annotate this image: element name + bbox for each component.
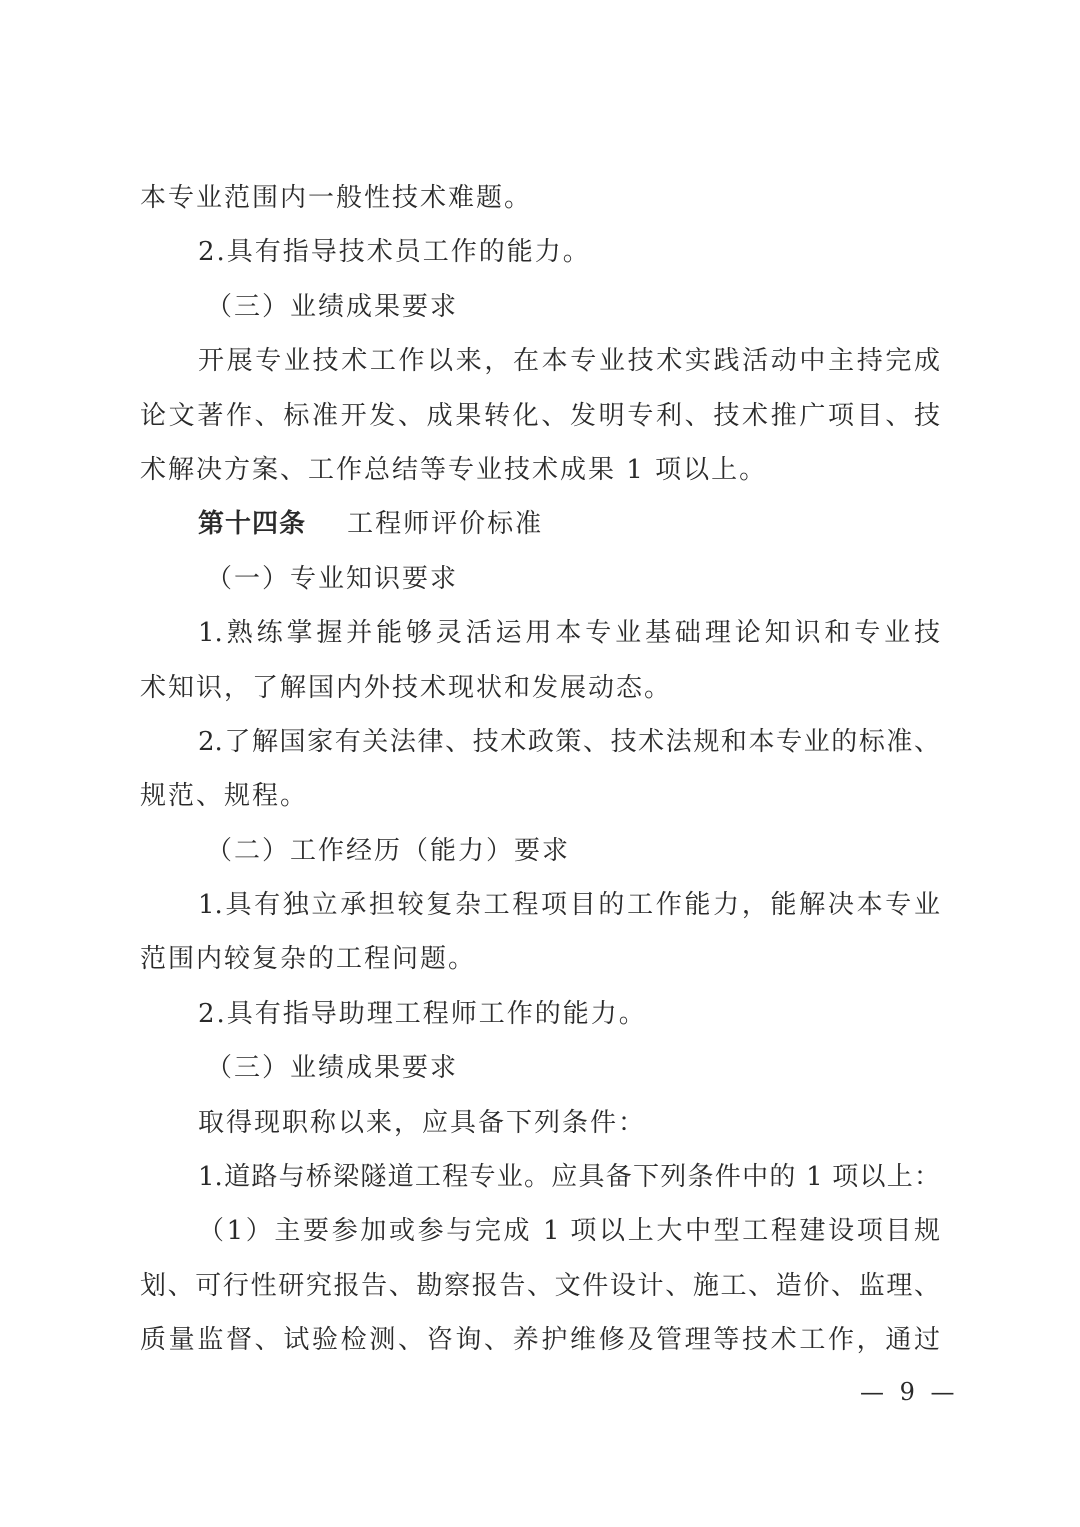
text-line: 论文著作、标准开发、成果转化、发明专利、技术推广项目、技	[140, 400, 940, 431]
text-line: 规范、规程。	[140, 781, 309, 812]
text-line: 1.熟练掌握并能够灵活运用本专业基础理论知识和专业技	[198, 618, 940, 649]
section-heading: （二）工作经历（能力）要求	[206, 835, 571, 866]
article-heading	[140, 497, 940, 551]
section-heading: （一）专业知识要求	[206, 563, 459, 594]
text-line: 术知识，了解国内外技术现状和发展动态。	[140, 672, 673, 703]
text-line: 质量监督、试验检测、咨询、养护维修及管理等技术工作，通过	[140, 1325, 940, 1356]
document-body	[140, 171, 940, 1368]
text-line: 1.具有独立承担较复杂工程项目的工作能力，能解决本专业	[198, 890, 940, 921]
text-line: 本专业范围内一般性技术难题。	[140, 183, 533, 213]
text-line: 2.了解国家有关法律、技术政策、技术法规和本专业的标准、	[198, 726, 940, 757]
text-line: 2.具有指导技术员工作的能力。	[198, 237, 591, 268]
text-line: 术解决方案、工作总结等专业技术成果 1 项以上。	[140, 454, 768, 485]
text-line: 开展专业技术工作以来，在本专业技术实践活动中主持完成	[198, 346, 940, 377]
section-heading: （三）业绩成果要求	[206, 291, 459, 322]
article-title: 工程师评价标准	[347, 509, 544, 540]
text-line: （1）主要参加或参与完成 1 项以上大中型工程建设项目规	[198, 1216, 940, 1247]
article-number: 第十四条	[198, 509, 307, 540]
page-number: — 9 —	[860, 1378, 959, 1406]
text-line: 划、可行性研究报告、勘察报告、文件设计、施工、造价、监理、	[140, 1270, 940, 1301]
text-line: 取得现职称以来，应具备下列条件：	[198, 1107, 647, 1138]
text-line: 范围内较复杂的工程问题。	[140, 944, 477, 975]
text-line: 2.具有指导助理工程师工作的能力。	[198, 998, 647, 1029]
text-line: 1.道路与桥梁隧道工程专业。应具备下列条件中的 1 项以上：	[198, 1162, 940, 1193]
section-heading: （三）业绩成果要求	[206, 1053, 459, 1084]
